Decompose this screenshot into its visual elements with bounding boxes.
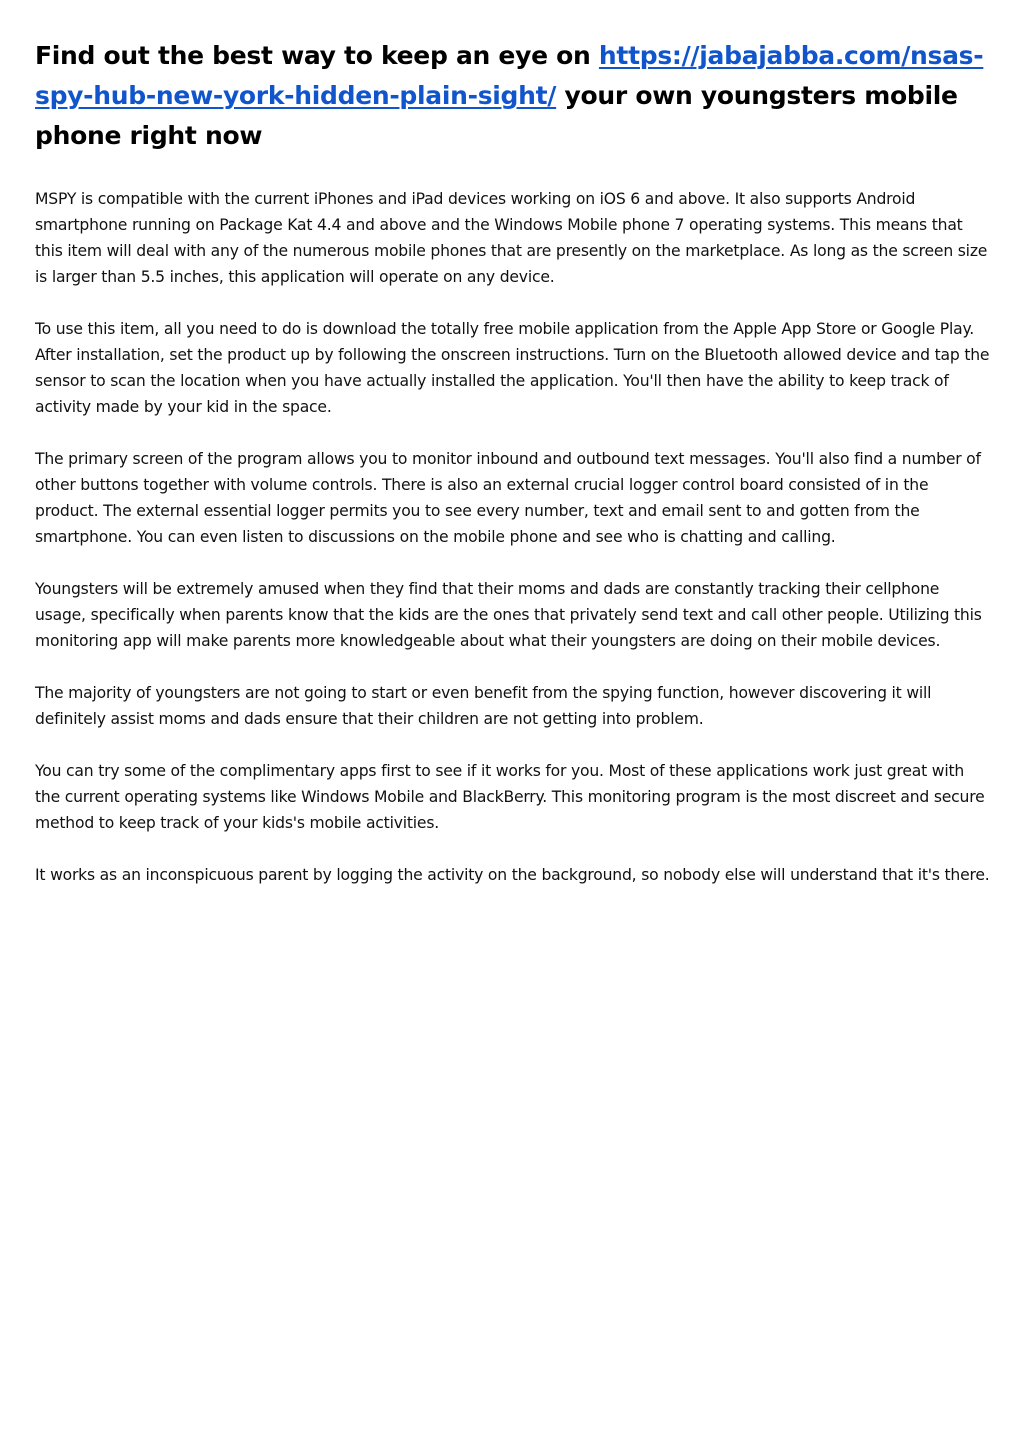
document-page: [35, 36, 991, 914]
paragraph-compatibility: MSPY is compatible with the current iPhones and iPad devices working on iOS 6 and above. It also supports Android smartphone running on Package Kat 4.4 and above and the Windows Mobile phone 7 operating systems. This means that this item will deal with any of the numerous mobile phones that are presently on the marketplace. As long as the screen size is larger than 5.5 inches, this application will operate on any device.: [35, 190, 988, 286]
title-link[interactable]: https://jabajabba.com/nsas-spy-hub-new-york-hidden-plain-sight/: [35, 41, 984, 110]
page-title: [35, 36, 991, 156]
paragraph-complimentary-apps: You can try some of the complimentary apps first to see if it works for you. Most of these applications work just great with the current operating systems like Windows Mobile and BlackBerry. This monitoring program is the most discreet and secure method to keep track of your kids's mobile activities.: [35, 762, 985, 832]
paragraph-youngsters: Youngsters will be extremely amused when they find that their moms and dads are constantly tracking their cellphone usage, specifically when parents know that the kids are the ones that privately send text and call other people. Utilizing this monitoring app will make parents more knowledgeable about what their youngsters are doing on their mobile devices.: [35, 580, 982, 650]
paragraph-majority: The majority of youngsters are not going to start or even benefit from the spying function, however discovering it will definitely assist moms and dads ensure that their children are not getting into problem.: [35, 684, 932, 728]
title-text-after-link: your own youngsters mobile phone right now: [35, 81, 958, 150]
paragraph-installation: To use this item, all you need to do is download the totally free mobile application from the Apple App Store or Google Play. After installation, set the product up by following the onscreen instructions. Turn on the Bluetooth allowed device and tap the sensor to scan the location when you have actually installed the application. You'll then have the ability to keep track of activity made by your kid in the space.: [35, 320, 990, 416]
paragraph-primary-screen: The primary screen of the program allows you to monitor inbound and outbound text messages. You'll also find a number of other buttons together with volume controls. There is also an external crucial logger control board consisted of in the product. The external essential logger permits you to see every number, text and email sent to and gotten from the smartphone. You can even listen to discussions on the mobile phone and see who is chatting and calling.: [35, 450, 981, 546]
title-text-before-link: Find out the best way to keep an eye on: [35, 41, 599, 70]
paragraph-inconspicuous: It works as an inconspicuous parent by logging the activity on the background, so nobody else will understand that it's there.: [35, 866, 990, 884]
